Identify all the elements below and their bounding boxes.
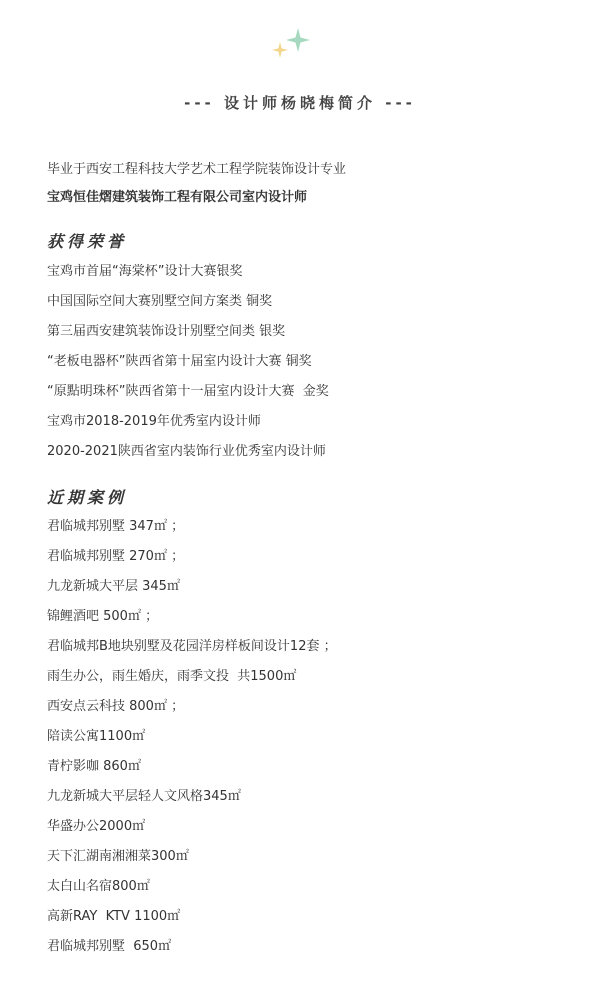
case-item: 君临城邦B地块别墅及花园洋房样板间设计12套 ； <box>47 639 337 654</box>
case-item: 君临城邦别墅 650㎡ <box>47 939 172 954</box>
case-item: 九龙新城大平层 345㎡ <box>47 579 180 594</box>
case-item: 青柠影咖 860㎡ <box>47 759 141 774</box>
page-title: --- 设计师杨晓梅简介 --- <box>184 94 416 112</box>
honor-item: 第三届西安建筑装饰设计别墅空间类 银奖 <box>47 324 286 339</box>
company-line: 宝鸡恒佳熠建筑装饰工程有限公司室内设计师 <box>47 190 308 205</box>
case-item: 锦鲤酒吧 500㎡ ； <box>47 609 159 624</box>
case-item: 九龙新城大平层轻人文风格345㎡ <box>47 789 241 804</box>
case-item: 高新RAY KTV 1100㎡ <box>47 909 181 924</box>
cases-heading: 近期案例 <box>47 488 128 507</box>
education-line: 毕业于西安工程科技大学艺术工程学院装饰设计专业 <box>47 162 347 177</box>
case-item: 太白山名宿800㎡ <box>47 879 150 894</box>
case-item: 陪读公寓1100㎡ <box>47 729 146 744</box>
sparkle-icon <box>270 26 310 62</box>
honor-item: 中国国际空间大赛别墅空间方案类 铜奖 <box>47 294 273 309</box>
honor-item: 2020-2021陕西省室内装饰行业优秀室内设计师 <box>47 444 326 459</box>
honors-list <box>47 257 329 467</box>
honor-item: “老板电器杯”陕西省第十届室内设计大赛 铜奖 <box>47 354 312 369</box>
case-item: 天下汇湖南湘湘菜300㎡ <box>47 849 189 864</box>
case-item: 西安点云科技 800㎡ ； <box>47 699 185 714</box>
honors-heading: 获得荣誉 <box>47 232 128 251</box>
case-item: 雨生办公，雨生婚庆，雨季文投 共1500㎡ <box>47 669 297 684</box>
intro-block <box>47 156 346 212</box>
case-item: 君临城邦别墅 347㎡ ； <box>47 519 185 534</box>
honor-item: 宝鸡市2018-2019年优秀室内设计师 <box>47 414 261 429</box>
sparkle-large-icon <box>286 28 310 52</box>
case-item: 华盛办公2000㎡ <box>47 819 146 834</box>
honor-item: “原點明珠杯”陕西省第十一届室内设计大赛 金奖 <box>47 384 329 399</box>
case-item: 君临城邦别墅 270㎡ ； <box>47 549 185 564</box>
honor-item: 宝鸡市首届“海棠杯”设计大赛银奖 <box>47 264 243 279</box>
sparkle-small-icon <box>272 42 288 58</box>
cases-list <box>47 512 337 962</box>
